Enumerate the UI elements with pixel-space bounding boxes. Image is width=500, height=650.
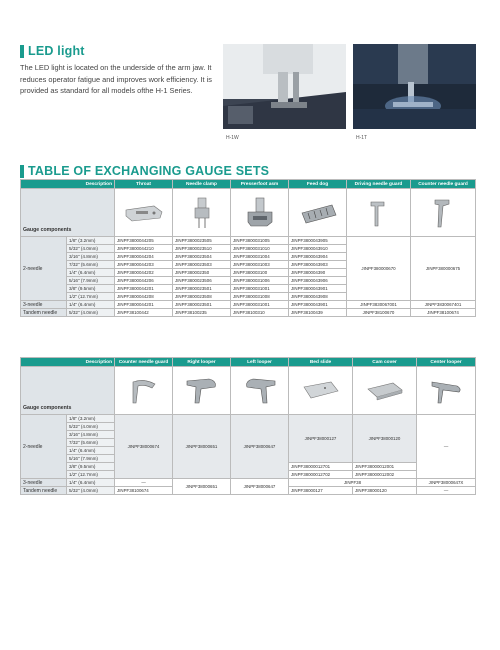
part-number: JINPF38000120 bbox=[353, 487, 417, 495]
presserfoot-image bbox=[231, 189, 289, 237]
part-number: JINPF3800023501 bbox=[173, 301, 231, 309]
part-number: JINPF3800044201 bbox=[115, 301, 173, 309]
size-cell: 3/8" (9.5mm) bbox=[67, 463, 115, 471]
size-cell: 1/2" (12.7mm) bbox=[67, 471, 115, 479]
part-number: JINPF3800023501 bbox=[173, 285, 231, 293]
size-cell: 5/32" (4.0mm) bbox=[67, 309, 115, 317]
row-label-2-needle: 2-needle bbox=[21, 237, 67, 301]
part-number: JINPF3800031006 bbox=[231, 277, 289, 285]
part-number: JINPF3800043901 bbox=[289, 301, 347, 309]
description-header: Description bbox=[21, 358, 115, 367]
row-label-tandem: Tandem needle bbox=[21, 309, 67, 317]
part-number: JINPF3800044204 bbox=[115, 253, 173, 261]
size-cell: 1/4" (6.4mm) bbox=[67, 301, 115, 309]
size-cell: 3/16" (4.8mm) bbox=[67, 253, 115, 261]
description-header: Description bbox=[21, 180, 115, 189]
gauge-table-2 bbox=[20, 357, 476, 495]
part-number: JINPF3800031001 bbox=[231, 285, 289, 293]
part-number: JINPF3800044208 bbox=[115, 293, 173, 301]
size-cell: 5/16" (7.9mm) bbox=[67, 455, 115, 463]
col-center-looper: Center looper bbox=[417, 358, 476, 367]
size-cell: 5/16" (7.9mm) bbox=[67, 277, 115, 285]
row-label-2-needle: 2-needle bbox=[21, 415, 67, 479]
col-needle-clamp: Needle clamp bbox=[173, 180, 231, 189]
gauge-components-label: Gauge components bbox=[21, 367, 115, 415]
part-number: JINPF3800023505 bbox=[173, 237, 231, 245]
part-number: JINPF38000674 bbox=[115, 415, 173, 479]
part-number: JINPF38000012001 bbox=[353, 463, 417, 471]
part-number: JINPF380003100 bbox=[231, 269, 289, 277]
part-number: JINPF38100310 bbox=[231, 309, 289, 317]
gauge-heading: TABLE OF EXCHANGING GAUGE SETS bbox=[28, 164, 270, 178]
part-number: JINPF38000651 bbox=[173, 479, 231, 495]
part-number: JINPF3800043901 bbox=[289, 285, 347, 293]
led-heading: LED light bbox=[28, 44, 85, 58]
col-counter-needle-guard: Counter needle guard bbox=[115, 358, 173, 367]
part-number: JINPF3800043906 bbox=[289, 277, 347, 285]
size-cell: 1/4" (6.4mm) bbox=[67, 269, 115, 277]
part-number: JINPF380002350 bbox=[173, 269, 231, 277]
part-number: JINPF38100674 bbox=[115, 487, 173, 495]
size-cell: 5/32" (4.0mm) bbox=[67, 245, 115, 253]
col-feed-dog: Feed dog bbox=[289, 180, 347, 189]
needle-clamp-image bbox=[173, 189, 231, 237]
part-number: JINPF3830067001 bbox=[347, 301, 411, 309]
part-number: JINPF3800023508 bbox=[173, 293, 231, 301]
part-number: JINPF38000647 bbox=[231, 415, 289, 479]
part-number: JINPF38000012701 bbox=[289, 463, 353, 471]
size-cell: 3/8" (9.5mm) bbox=[67, 285, 115, 293]
part-number: JINPF3800023503 bbox=[173, 261, 231, 269]
col-cam-cover: Cam cover bbox=[353, 358, 417, 367]
size-cell: 7/32" (5.6mm) bbox=[67, 261, 115, 269]
col-throat: Throat bbox=[115, 180, 173, 189]
part-number: JINPF38100670 bbox=[347, 309, 411, 317]
counter-guard-na: — bbox=[115, 479, 173, 487]
counter-needle-guard-image bbox=[115, 367, 173, 415]
part-number: JINPF3800044206 bbox=[115, 277, 173, 285]
heading-marker bbox=[20, 165, 24, 178]
part-number: JINPF38100674 bbox=[411, 309, 476, 317]
part-number: JINPF3800043908 bbox=[289, 293, 347, 301]
part-number: JINPF3830067401 bbox=[411, 301, 476, 309]
part-number: JINPF3800031005 bbox=[231, 237, 289, 245]
part-number: JINPF38100439 bbox=[289, 309, 347, 317]
part-number: JINPF3800023504 bbox=[173, 253, 231, 261]
size-cell: 1/4" (6.4mm) bbox=[67, 447, 115, 455]
col-presserfoot: Presserfoot asm bbox=[231, 180, 289, 189]
size-cell: 1/8" (3.2mm) bbox=[67, 237, 115, 245]
gauge-table-1 bbox=[20, 179, 476, 317]
part-number: JINPF380004390 bbox=[289, 269, 347, 277]
part-number: JINPF3800031003 bbox=[231, 261, 289, 269]
part-number: JINPF3800044205 bbox=[115, 237, 173, 245]
part-number: JINPF38000120 bbox=[353, 415, 417, 463]
row-label-3-needle: 3-needle bbox=[21, 479, 67, 487]
heading-marker bbox=[20, 45, 24, 58]
part-number: JINPF3800044201 bbox=[115, 285, 173, 293]
col-right-looper: Right looper bbox=[173, 358, 231, 367]
counter-needle-guard-image bbox=[411, 189, 476, 237]
part-number: JINPF38000127 bbox=[289, 415, 353, 463]
part-number: JINPF3800044203 bbox=[115, 261, 173, 269]
throat-image bbox=[115, 189, 173, 237]
size-cell: 7/32" (5.6mm) bbox=[67, 439, 115, 447]
left-looper-image bbox=[231, 367, 289, 415]
part-number: JINPF38000647X bbox=[417, 479, 476, 487]
part-number: JINPF3800031008 bbox=[231, 293, 289, 301]
part-number: JINPF3800043904 bbox=[289, 253, 347, 261]
part-number: JINPF3800031004 bbox=[231, 253, 289, 261]
col-counter-needle-guard: Counter needle guard bbox=[411, 180, 476, 189]
photo-h1t bbox=[353, 44, 476, 129]
part-number: JINPF38000127 bbox=[289, 487, 353, 495]
part-number: JINPF38000012702 bbox=[289, 471, 353, 479]
col-left-looper: Left looper bbox=[231, 358, 289, 367]
caption-h1t: H-1T bbox=[356, 135, 368, 141]
driving-needle-guard-image bbox=[347, 189, 411, 237]
center-looper-na: — bbox=[417, 487, 476, 495]
led-description: The LED light is located on the underside of the arm jaw. It reduces operator fatigue and improves work efficiency. It is provided as standard for all models ofthe H-1 Series. bbox=[20, 63, 212, 95]
part-number: JINPF38100235 bbox=[173, 309, 231, 317]
part-number: JINPF3800044202 bbox=[115, 269, 173, 277]
size-cell: 5/32" (4.0mm) bbox=[67, 423, 115, 431]
size-cell: 1/2" (12.7mm) bbox=[67, 293, 115, 301]
cam-cover-image bbox=[353, 367, 417, 415]
bed-slide-image bbox=[289, 367, 353, 415]
led-section-heading bbox=[20, 44, 85, 58]
feed-dog-image bbox=[289, 189, 347, 237]
part-number: JINPF38 bbox=[289, 479, 417, 487]
part-number: JINPF3800023510 bbox=[173, 245, 231, 253]
part-number: JINPF3800044210 bbox=[115, 245, 173, 253]
part-number: JINPF38100442 bbox=[115, 309, 173, 317]
caption-h1w: H-1W bbox=[226, 135, 239, 141]
size-cell: 1/4" (6.4mm) bbox=[67, 479, 115, 487]
size-cell: 5/32" (4.0mm) bbox=[67, 487, 115, 495]
center-looper-na: — bbox=[417, 415, 476, 479]
row-label-3-needle: 3-needle bbox=[21, 301, 67, 309]
row-label-tandem: Tandem needle bbox=[21, 487, 67, 495]
part-number: JINPF3800043905 bbox=[289, 237, 347, 245]
col-bed-slide: Bed slide bbox=[289, 358, 353, 367]
center-looper-image bbox=[417, 367, 476, 415]
photo-h1w bbox=[223, 44, 346, 129]
part-number: JINPF3800043910 bbox=[289, 245, 347, 253]
part-number: JINPF38000012002 bbox=[353, 471, 417, 479]
part-number: JINPF380000675 bbox=[411, 237, 476, 301]
gauge-components-label: Gauge components bbox=[21, 189, 115, 237]
col-driving-needle-guard: Driving needle guard bbox=[347, 180, 411, 189]
part-number: JINPF3800031010 bbox=[231, 245, 289, 253]
part-number: JINPF380000670 bbox=[347, 237, 411, 301]
gauge-section-heading bbox=[20, 164, 269, 178]
part-number: JINPF3800043903 bbox=[289, 261, 347, 269]
part-number: JINPF3800023506 bbox=[173, 277, 231, 285]
part-number: JINPF38000647 bbox=[231, 479, 289, 495]
right-looper-image bbox=[173, 367, 231, 415]
size-cell: 3/16" (4.8mm) bbox=[67, 431, 115, 439]
part-number: JINPF38000651 bbox=[173, 415, 231, 479]
part-number: JINPF3800031001 bbox=[231, 301, 289, 309]
size-cell: 1/8" (3.2mm) bbox=[67, 415, 115, 423]
